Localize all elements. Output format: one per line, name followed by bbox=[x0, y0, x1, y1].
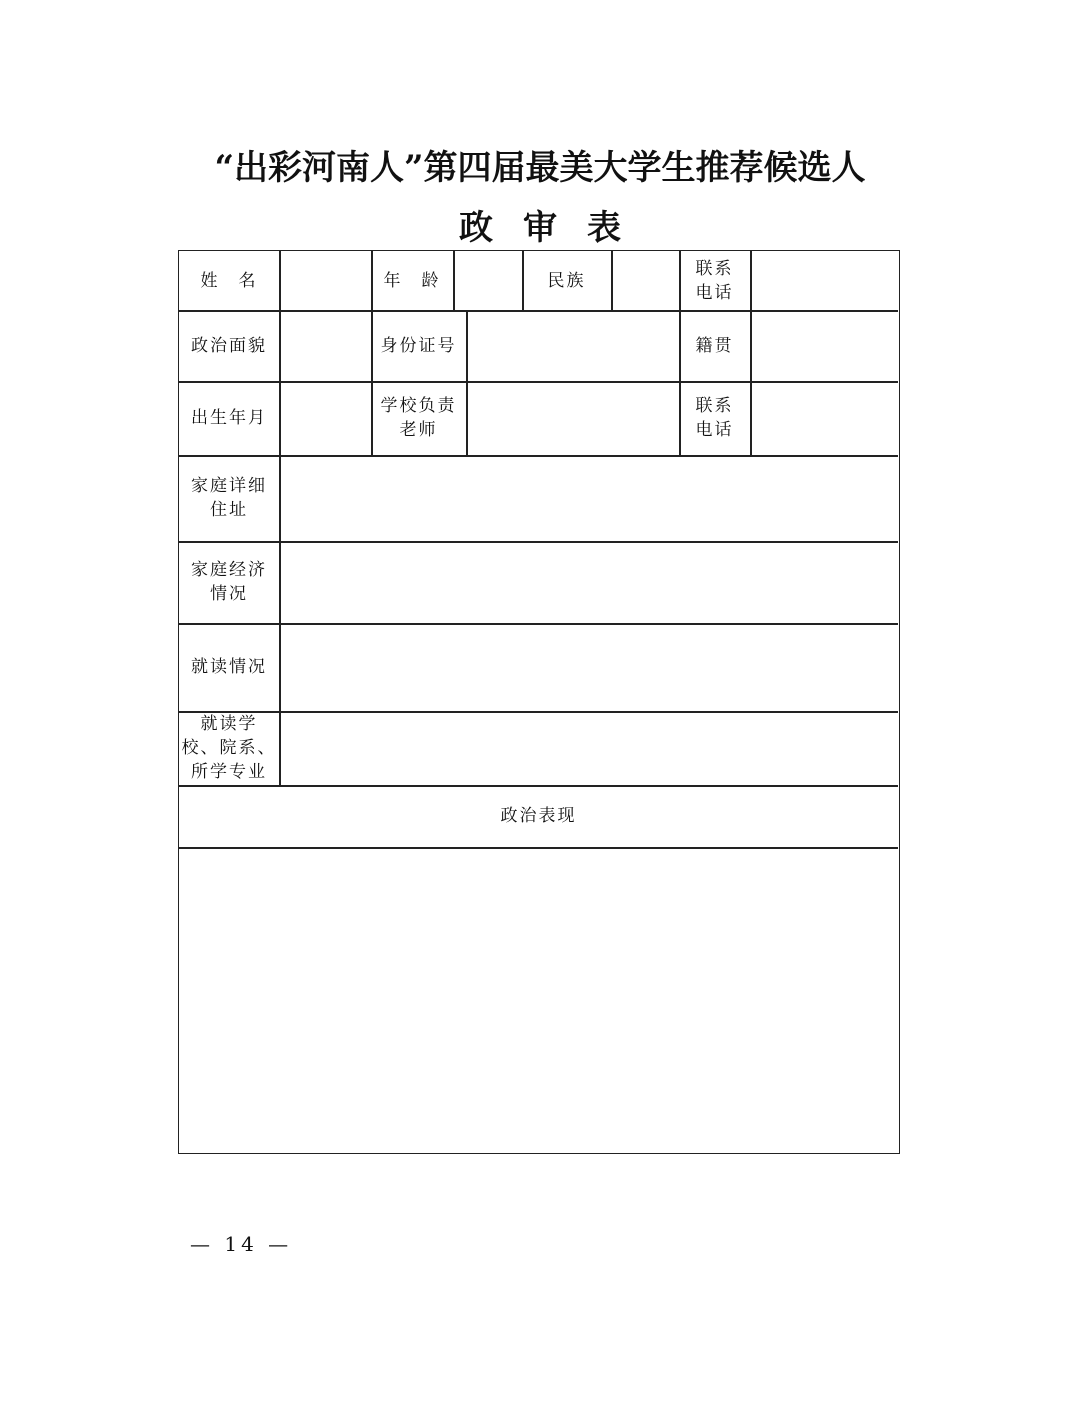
teacher-phone-label bbox=[679, 381, 750, 455]
age-field[interactable] bbox=[453, 251, 522, 310]
address-field[interactable] bbox=[280, 455, 898, 541]
political-performance-field[interactable] bbox=[179, 848, 898, 1152]
ethnicity-label: 民族 bbox=[547, 270, 586, 291]
economy-field[interactable] bbox=[280, 541, 898, 623]
school-label-line2: 校、院系、 bbox=[181, 738, 277, 758]
teacher-label-line2: 老师 bbox=[399, 420, 438, 440]
teacher-phone-label-line2: 电话 bbox=[695, 420, 734, 440]
id-number-field[interactable] bbox=[466, 310, 679, 381]
name-field[interactable] bbox=[280, 251, 371, 310]
age-label: 年 龄 bbox=[383, 270, 441, 291]
study-field[interactable] bbox=[280, 623, 898, 711]
political-performance-label: 政治表现 bbox=[500, 806, 577, 826]
native-place-field[interactable] bbox=[750, 310, 898, 381]
economy-label-line1: 家庭经济 bbox=[191, 560, 267, 580]
study-label: 就读情况 bbox=[191, 657, 267, 677]
name-label: 姓 名 bbox=[200, 270, 258, 291]
page-number: — 14 — bbox=[190, 1232, 293, 1256]
teacher-label bbox=[371, 381, 466, 455]
phone-label bbox=[679, 251, 750, 310]
economy-label bbox=[179, 541, 279, 623]
school-label-line3: 所学专业 bbox=[191, 762, 267, 782]
teacher-phone-field[interactable] bbox=[750, 381, 898, 455]
ethnicity-field[interactable] bbox=[611, 251, 679, 310]
school-label-line1: 就读学 bbox=[200, 714, 258, 734]
teacher-field[interactable] bbox=[466, 381, 679, 455]
native-place-label: 籍贯 bbox=[695, 335, 734, 356]
birth-date-field[interactable] bbox=[280, 381, 371, 455]
phone-label-line2: 电话 bbox=[695, 282, 734, 303]
address-label bbox=[179, 455, 279, 541]
phone-label-line1: 联系 bbox=[695, 258, 734, 279]
political-status-label: 政治面貌 bbox=[191, 335, 267, 356]
political-status-field[interactable] bbox=[280, 310, 371, 381]
phone-field[interactable] bbox=[750, 251, 898, 310]
address-label-line2: 住址 bbox=[210, 500, 248, 520]
school-field[interactable] bbox=[280, 711, 898, 785]
economy-label-line2: 情况 bbox=[210, 584, 248, 604]
school-label bbox=[179, 711, 279, 785]
id-number-label: 身份证号 bbox=[380, 335, 457, 356]
political-review-form bbox=[178, 250, 900, 1154]
document-title: “出彩河南人”第四届最美大学生推荐候选人 bbox=[214, 148, 866, 188]
teacher-label-line1: 学校负责 bbox=[380, 396, 457, 416]
document-subtitle: 政审表 bbox=[459, 208, 651, 248]
address-label-line1: 家庭详细 bbox=[191, 476, 267, 496]
birth-date-label: 出生年月 bbox=[191, 408, 267, 428]
teacher-phone-label-line1: 联系 bbox=[695, 396, 734, 416]
